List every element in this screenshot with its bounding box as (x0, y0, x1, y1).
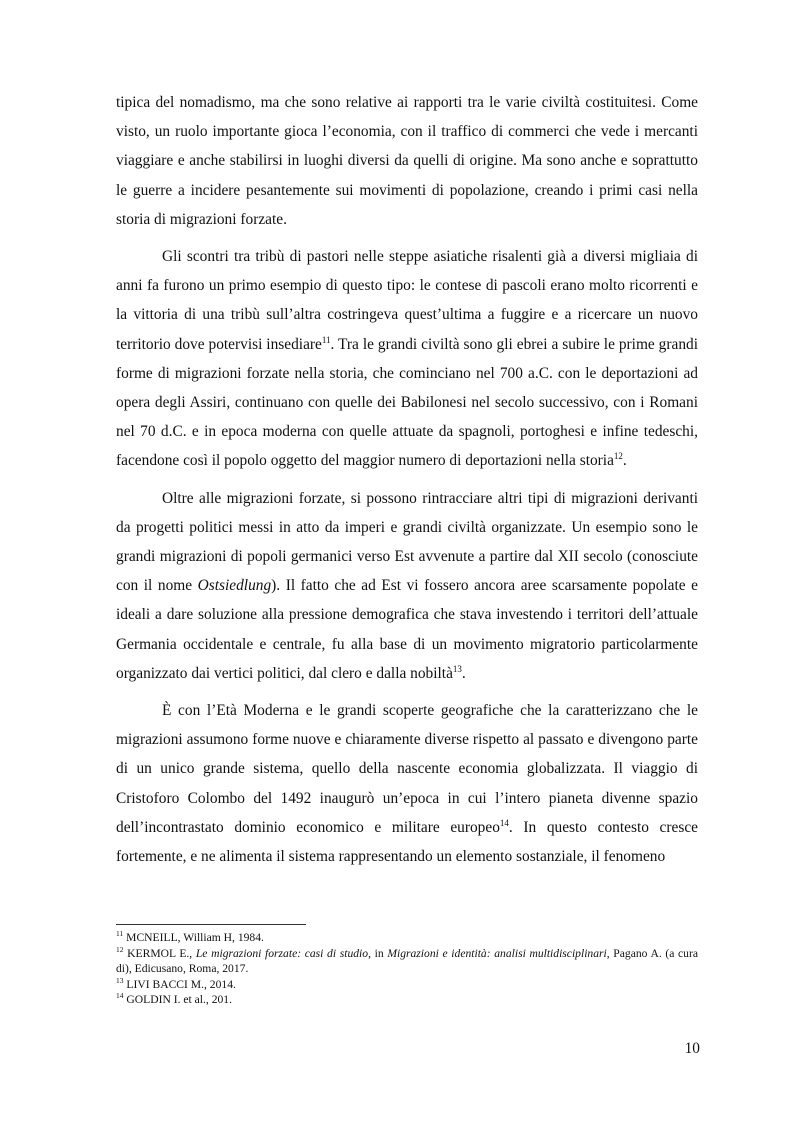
footnote-separator (116, 924, 306, 925)
footnotes (116, 930, 698, 1008)
footnote-number: 14 (116, 991, 124, 1001)
footnote-text: , Pagano A. (a cura di), Edicusano, Roma, 2017. (116, 946, 698, 976)
footnote-number: 12 (116, 944, 124, 954)
footnote-14 (116, 992, 698, 1008)
footnote-text: MCNEILL, William H, 1984. (123, 931, 264, 944)
footnote-text: LIVI BACCI M., 2014. (123, 977, 236, 991)
footnote-text: GOLDIN I. et al., 201. (123, 993, 233, 1007)
footnote-12 (116, 946, 698, 977)
paragraph-3-text-c: . (461, 664, 466, 682)
footnote-book-title: Migrazioni e identità: analisi multidisciplinari (387, 946, 607, 960)
paragraph-3 (116, 484, 698, 688)
paragraph-1 (116, 88, 698, 234)
footnote-title: Le migrazioni forzate: casi di studio (195, 946, 369, 960)
paragraph-4-text-a: È con l’Età Moderna e le grandi scoperte geografiche che la caratterizzano che le migrazioni assumono forme nuove e chiaramente diverse rispetto al passato e divengono parte di un unico grande sistema, quello della nascente economia globalizzata. Il viaggio di Cristoforo Colombo del 1492 inaugurò un’epoca in cui l’intero pianeta divenne spazio dell’incontrastato dominio economico e militare europeo (116, 702, 698, 836)
page-number: 10 (684, 1040, 700, 1057)
footnote-ref-13[interactable]: 13 (452, 663, 462, 674)
footnote-11 (116, 930, 698, 946)
paragraph-4 (116, 696, 698, 871)
footnote-text: KERMOL E., (123, 946, 196, 960)
body-text (116, 88, 698, 871)
footnote-number: 11 (116, 929, 124, 939)
ostsiedlung-term: Ostsiedlung (197, 577, 272, 595)
footnote-ref-12[interactable]: 12 (613, 451, 623, 462)
paragraph-2-text-a: Gli scontri tra tribù di pastori nelle steppe asiatiche risalenti già a diversi migliaia di anni fa furono un primo esempio di questo tipo: le contese di pascoli erano molto ricorrenti e la vittoria di una tribù sull’altra costringeva quest’ultima a fuggire e a ricercare un nuovo territorio dove potervisi insediare (116, 248, 698, 353)
footnote-ref-11[interactable]: 11 (321, 334, 331, 345)
footnote-number: 13 (116, 975, 124, 985)
paragraph-2 (116, 242, 698, 476)
paragraph-2-text-c: . (622, 452, 627, 470)
paragraph-3-text-b: ). Il fatto che ad Est vi fossero ancora aree scarsamente popolate e ideali a dare soluzione alla pressione demografica che stava investendo i territori dell’attuale Germania occidentale e centrale, fu alla base di un movimento migratorio particolarmente organizzato dai vertici politici, dal clero e dalla nobiltà (116, 577, 698, 682)
footnote-13 (116, 977, 698, 993)
footnote-ref-14[interactable]: 14 (499, 817, 509, 828)
paragraph-1-text: tipica del nomadismo, ma che sono relative ai rapporti tra le varie civiltà costituitesi. Come visto, un ruolo importante gioca l’economia, con il traffico di commerci che vede i mercanti viaggiare e anche stabilirsi in luoghi diversi da quelli di origine. Ma sono anche e soprattutto le guerre a incidere pesantemente sui movimenti di popolazione, creando i primi casi nella storia di migrazioni forzate. (116, 94, 698, 228)
paragraph-2-text-b: . Tra le grandi civiltà sono gli ebrei a subire le prime grandi forme di migrazioni forzate nella storia, che cominciano nel 700 a.C. con le deportazioni ad opera degli Assiri, continuano con quelle dei Babilonesi nel secolo successivo, con i Romani nel 70 d.C. e in epoca moderna con quelle attuate da spagnoli, portoghesi e infine tedeschi, facendone così il popolo oggetto del maggior numero di deportazioni nella storia (116, 335, 699, 470)
paragraph-3-text-a: Oltre alle migrazioni forzate, si possono rintracciare altri tipi di migrazioni derivanti da progetti politici messi in atto da imperi e grandi civiltà organizzate. Un esempio sono le grandi migrazioni di popoli germanici verso Est avvenute a partire dal XII secolo (conosciute con il nome (116, 489, 698, 595)
footnote-text: , in (368, 946, 388, 960)
paragraph-4-text-b: . In questo contesto cresce fortemente, e ne alimenta il sistema rappresentando un elemento sostanziale, il fenomeno (116, 818, 698, 866)
